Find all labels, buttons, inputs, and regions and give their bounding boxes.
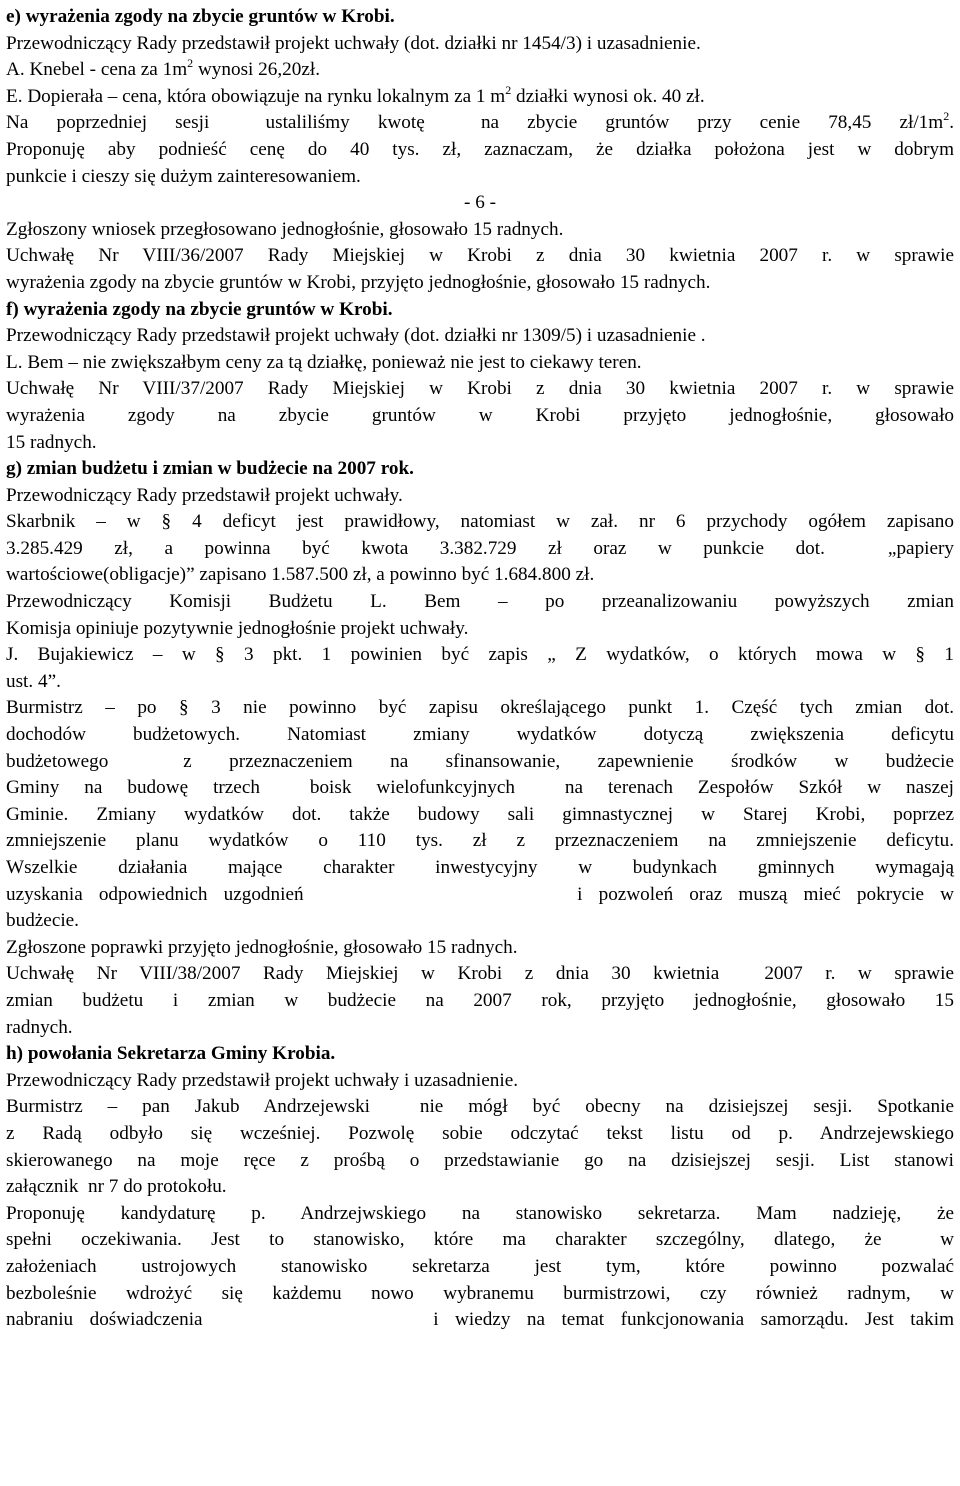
- line-text: f) wyrażenia zgody na zbycie gruntów w Krobi.: [6, 298, 393, 320]
- text-line: [6, 589, 954, 616]
- section-heading: [6, 1041, 954, 1068]
- line-text: uzyskania odpowiednich uzgodnień i pozwoleń oraz muszą mieć pokrycie w: [6, 883, 954, 905]
- text-line: [6, 1281, 954, 1308]
- text-line: [6, 243, 954, 270]
- text-line: [6, 855, 954, 882]
- line-text: E. Dopierała – cena, która obowiązuje na rynku lokalnym za 1 m: [6, 85, 506, 107]
- text-line: [6, 988, 954, 1015]
- line-text: budżetowego z przeznaczeniem na sfinansowanie, zapewnienie środków w budżecie: [6, 750, 954, 772]
- superscript: 2: [187, 56, 194, 71]
- text-line: [6, 217, 954, 244]
- line-text: Proponuję kandydaturę p. Andrzejwskiego na stanowisko sekretarza. Mam nadzieję, że: [6, 1202, 954, 1224]
- line-text: Zgłoszony wniosek przegłosowano jednogłośnie, głosowało 15 radnych.: [6, 218, 564, 240]
- line-text: L. Bem – nie zwiększałbym ceny za tą działkę, ponieważ nie jest to ciekawy teren.: [6, 351, 642, 373]
- section-heading: [6, 297, 954, 324]
- text-line: [6, 1148, 954, 1175]
- text-line: [6, 1174, 954, 1201]
- line-text: Gminie. Zmiany wydatków dot. także budowy sali gimnastycznej w Starej Krobi, poprzez: [6, 803, 954, 825]
- line-text: Komisja opiniuje pozytywnie jednogłośnie projekt uchwały.: [6, 617, 469, 639]
- line-text: Przewodniczący Rady przedstawił projekt uchwały i uzasadnienie.: [6, 1069, 519, 1091]
- line-text: radnych.: [6, 1016, 73, 1038]
- line-text: h) powołania Sekretarza Gminy Krobia.: [6, 1043, 336, 1065]
- line-text: ust. 4”.: [6, 670, 61, 692]
- line-text: wyrażenia zgody na zbycie gruntów w Krobi przyjęto jednogłośnie, głosowało: [6, 404, 954, 426]
- text-line: [6, 669, 954, 696]
- line-text: budżecie.: [6, 910, 79, 932]
- line-text: Przewodniczący Rady przedstawił projekt uchwały (dot. działki nr 1454/3) i uzasadnienie.: [6, 32, 701, 54]
- text-line: [6, 695, 954, 722]
- text-line: [6, 57, 954, 84]
- text-line: [6, 802, 954, 829]
- text-line: [6, 509, 954, 536]
- text-line: [6, 1307, 954, 1334]
- text-line: [6, 935, 954, 962]
- line-text: Burmistrz – po § 3 nie powinno być zapisu określającego punkt 1. Część tych zmian dot.: [6, 697, 954, 719]
- line-text: Na poprzedniej sesji ustaliliśmy kwotę na zbycie gruntów przy cenie 78,45 zł/1m: [6, 112, 944, 134]
- line-text: nabraniu doświadczenia i wiedzy na temat funkcjonowania samorządu. Jest takim: [6, 1309, 954, 1331]
- line-text: A. Knebel - cena za 1m: [6, 59, 188, 81]
- text-line: [6, 483, 954, 510]
- line-text: J. Bujakiewicz – w § 3 pkt. 1 powinien być zapis „ Z wydatków, o których mowa w § 1: [6, 644, 954, 666]
- line-text: Uchwałę Nr VIII/37/2007 Rady Miejskiej w Krobi z dnia 30 kwietnia 2007 r. w sprawie: [6, 378, 954, 400]
- line-text: e) wyrażenia zgody na zbycie gruntów w Krobi.: [6, 6, 395, 27]
- line-text: 3.285.429 zł, a powinna być kwota 3.382.729 zł oraz w punkcie dot. „papiery: [6, 537, 954, 559]
- text-line: [6, 1068, 954, 1095]
- line-text: z Radą odbyło się wcześniej. Pozwolę sobie odczytać tekst listu od p. Andrzejewskiego: [6, 1122, 954, 1144]
- line-text-tail: wynosi 26,20zł.: [193, 59, 320, 81]
- text-line: [6, 961, 954, 988]
- text-line: [6, 31, 954, 58]
- line-text: wartościowe(obligacje)” zapisano 1.587.500 zł, a powinno być 1.684.800 zł.: [6, 564, 595, 586]
- line-text: punkcie i cieszy się dużym zainteresowaniem.: [6, 165, 361, 187]
- section-heading: [6, 4, 954, 31]
- text-line: [6, 376, 954, 403]
- text-line: [6, 1121, 954, 1148]
- line-text: Proponuję aby podnieść cenę do 40 tys. zł, zaznaczam, że działka położona jest w dobrym: [6, 138, 954, 160]
- text-line: [6, 1015, 954, 1042]
- text-line: [6, 430, 954, 457]
- line-text: Wszelkie działania mające charakter inwestycyjny w budynkach gminnych wymagają: [6, 857, 954, 878]
- line-text: Burmistrz – pan Jakub Andrzejewski nie mógł być obecny na dzisiejszej sesji. Spotkanie: [6, 1096, 954, 1118]
- line-text: Uchwałę Nr VIII/38/2007 Rady Miejskiej w Krobi z dnia 30 kwietnia 2007 r. w sprawie: [6, 963, 954, 985]
- text-line: [6, 536, 954, 563]
- line-text: założeniach ustrojowych stanowisko sekretarza jest tym, które powinno pozwalać: [6, 1255, 954, 1277]
- text-line: [6, 722, 954, 749]
- line-text: spełni oczekiwania. Jest to stanowisko, które ma charakter szczególny, dlatego, że w: [6, 1229, 954, 1251]
- line-text: wyrażenia zgody na zbycie gruntów w Krobi, przyjęto jednogłośnie, głosowało 15 radnych.: [6, 271, 711, 293]
- text-line: [6, 350, 954, 377]
- line-text: Skarbnik – w § 4 deficyt jest prawidłowy, natomiast w zał. nr 6 przychody ogółem zapisano: [6, 511, 954, 533]
- line-text: Przewodniczący Komisji Budżetu L. Bem – po przeanalizowaniu powyższych zmian: [6, 591, 954, 613]
- text-line: [6, 1201, 954, 1228]
- superscript: 2: [505, 82, 512, 97]
- text-line: [6, 882, 954, 909]
- text-line: [6, 616, 954, 643]
- line-text: - 6 -: [464, 192, 496, 214]
- line-text-tail: działki wynosi ok. 40 zł.: [511, 85, 705, 107]
- text-line: [6, 749, 954, 776]
- line-text: 15 radnych.: [6, 431, 97, 453]
- superscript: 2: [943, 109, 950, 124]
- section-heading: [6, 456, 954, 483]
- line-text: zmniejszenie planu wydatków o 110 tys. zł z przeznaczeniem na zmniejszenie deficytu.: [6, 830, 954, 852]
- page-number: [6, 190, 954, 217]
- line-text-tail: .: [949, 112, 954, 134]
- line-text: skierowanego na moje ręce z prośbą o przedstawianie go na dzisiejszej sesji. List stanowi: [6, 1149, 954, 1171]
- text-line: [6, 110, 954, 137]
- text-line: [6, 1227, 954, 1254]
- line-text: Uchwałę Nr VIII/36/2007 Rady Miejskiej w Krobi z dnia 30 kwietnia 2007 r. w sprawie: [6, 245, 954, 267]
- line-text: Gminy na budowę trzech boisk wielofunkcyjnych na terenach Zespołów Szkół w naszej: [6, 777, 954, 799]
- text-line: [6, 908, 954, 935]
- line-text: Zgłoszone poprawki przyjęto jednogłośnie, głosowało 15 radnych.: [6, 936, 518, 958]
- line-text: zmian budżetu i zmian w budżecie na 2007 rok, przyjęto jednogłośnie, głosowało 15: [6, 989, 954, 1011]
- line-text: Przewodniczący Rady przedstawił projekt uchwały.: [6, 484, 403, 506]
- text-line: [6, 270, 954, 297]
- line-text: bezboleśnie wdrożyć się każdemu nowo wybranemu burmistrzowi, czy również radnym, w: [6, 1282, 954, 1304]
- text-line: [6, 1254, 954, 1281]
- text-line: [6, 403, 954, 430]
- text-line: [6, 1094, 954, 1121]
- line-text: załącznik nr 7 do protokołu.: [6, 1176, 227, 1198]
- text-line: [6, 164, 954, 191]
- text-line: [6, 323, 954, 350]
- text-line: [6, 642, 954, 669]
- text-line: [6, 137, 954, 164]
- text-line: [6, 828, 954, 855]
- text-line: [6, 84, 954, 111]
- line-text: dochodów budżetowych. Natomiast zmiany wydatków dotyczą zwiększenia deficytu: [6, 724, 954, 746]
- text-line: [6, 562, 954, 589]
- line-text: Przewodniczący Rady przedstawił projekt uchwały (dot. działki nr 1309/5) i uzasadnienie .: [6, 325, 706, 347]
- line-text: g) zmian budżetu i zmian w budżecie na 2007 rok.: [6, 458, 414, 480]
- text-line: [6, 775, 954, 802]
